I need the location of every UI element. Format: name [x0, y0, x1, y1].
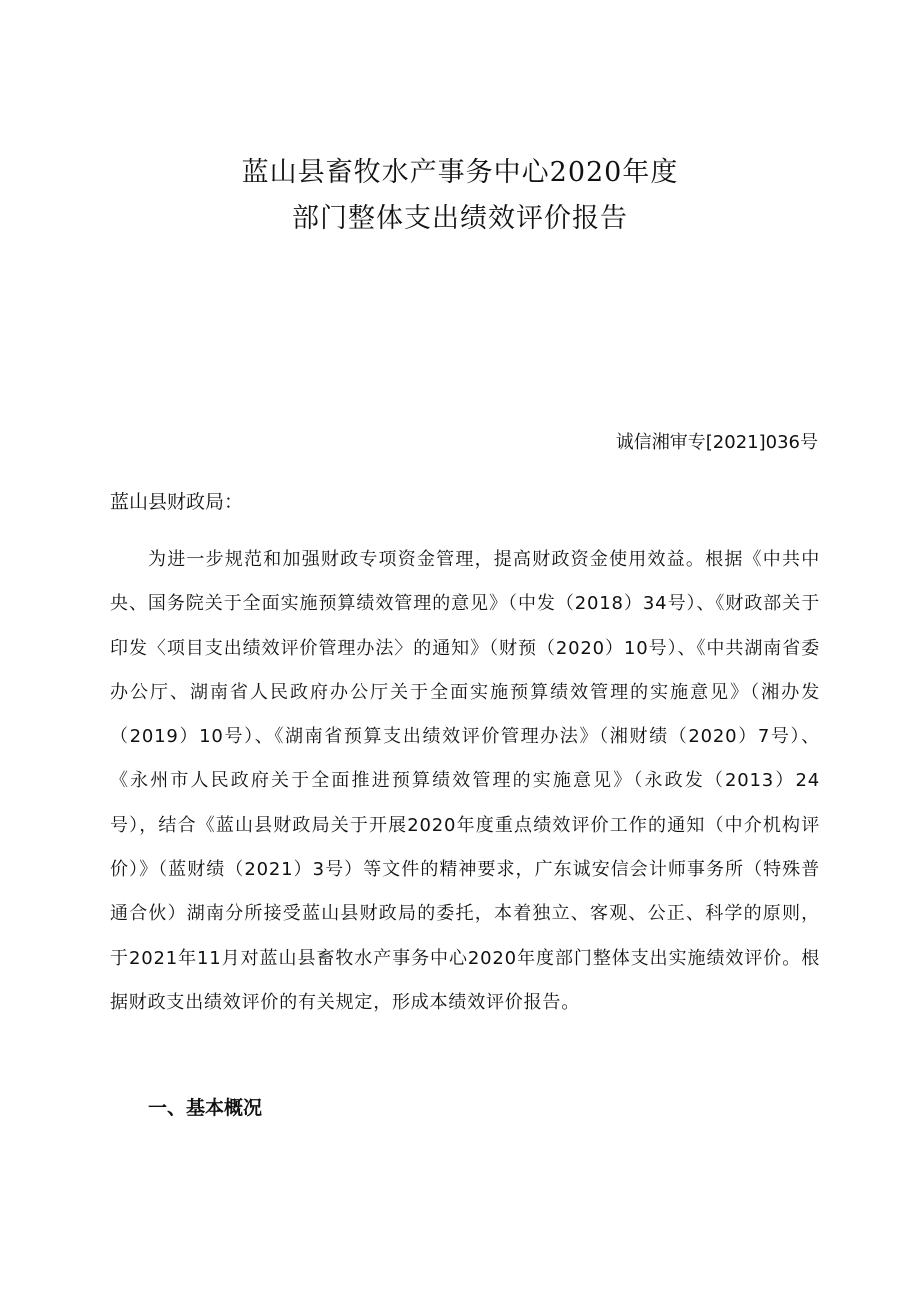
- report-title-line-1: 蓝山县畜牧水产事务中心2020年度: [241, 157, 679, 188]
- body-paragraph: 为进一步规范和加强财政专项资金管理，提高财政资金使用效益。根据《中共中央、国务院关于全面实施预算绩效管理的意见》（中发（2018）34号）、《财政部关于印发〈项目支出绩效评价管理办法〉的通知》（财预（2020）10号）、《中共湖南省委办公厅、湖南省人民政府办公厅关于全面实施预算绩效管理的实施意见》（湘办发（2019）10号）、《湖南省预算支出绩效评价管理办法》（湘财绩（2020）7号）、《永州市人民政府关于全面推进预算绩效管理的实施意见》（永政发（2013）24号），结合《蓝山县财政局关于开展2020年度重点绩效评价工作的通知（中介机构评价）》（蓝财绩（2021）3号）等文件的精神要求，广东诚安信会计师事务所（特殊普通合伙）湖南分所接受蓝山县财政局的委托，本着独立、客观、公正、科学的原则，于2021年11月对蓝山县畜牧水产事务中心2020年度部门整体支出实施绩效评价。根据财政支出绩效评价的有关规定，形成本绩效评价报告。: [110, 549, 820, 1013]
- addressee: 蓝山县财政局：: [110, 491, 244, 513]
- document-number: 诚信湘审专[2021]036号: [615, 432, 818, 453]
- report-title-line-2: 部门整体支出绩效评价报告: [292, 203, 628, 234]
- section-heading-basic-overview: 一、基本概况: [148, 1097, 263, 1119]
